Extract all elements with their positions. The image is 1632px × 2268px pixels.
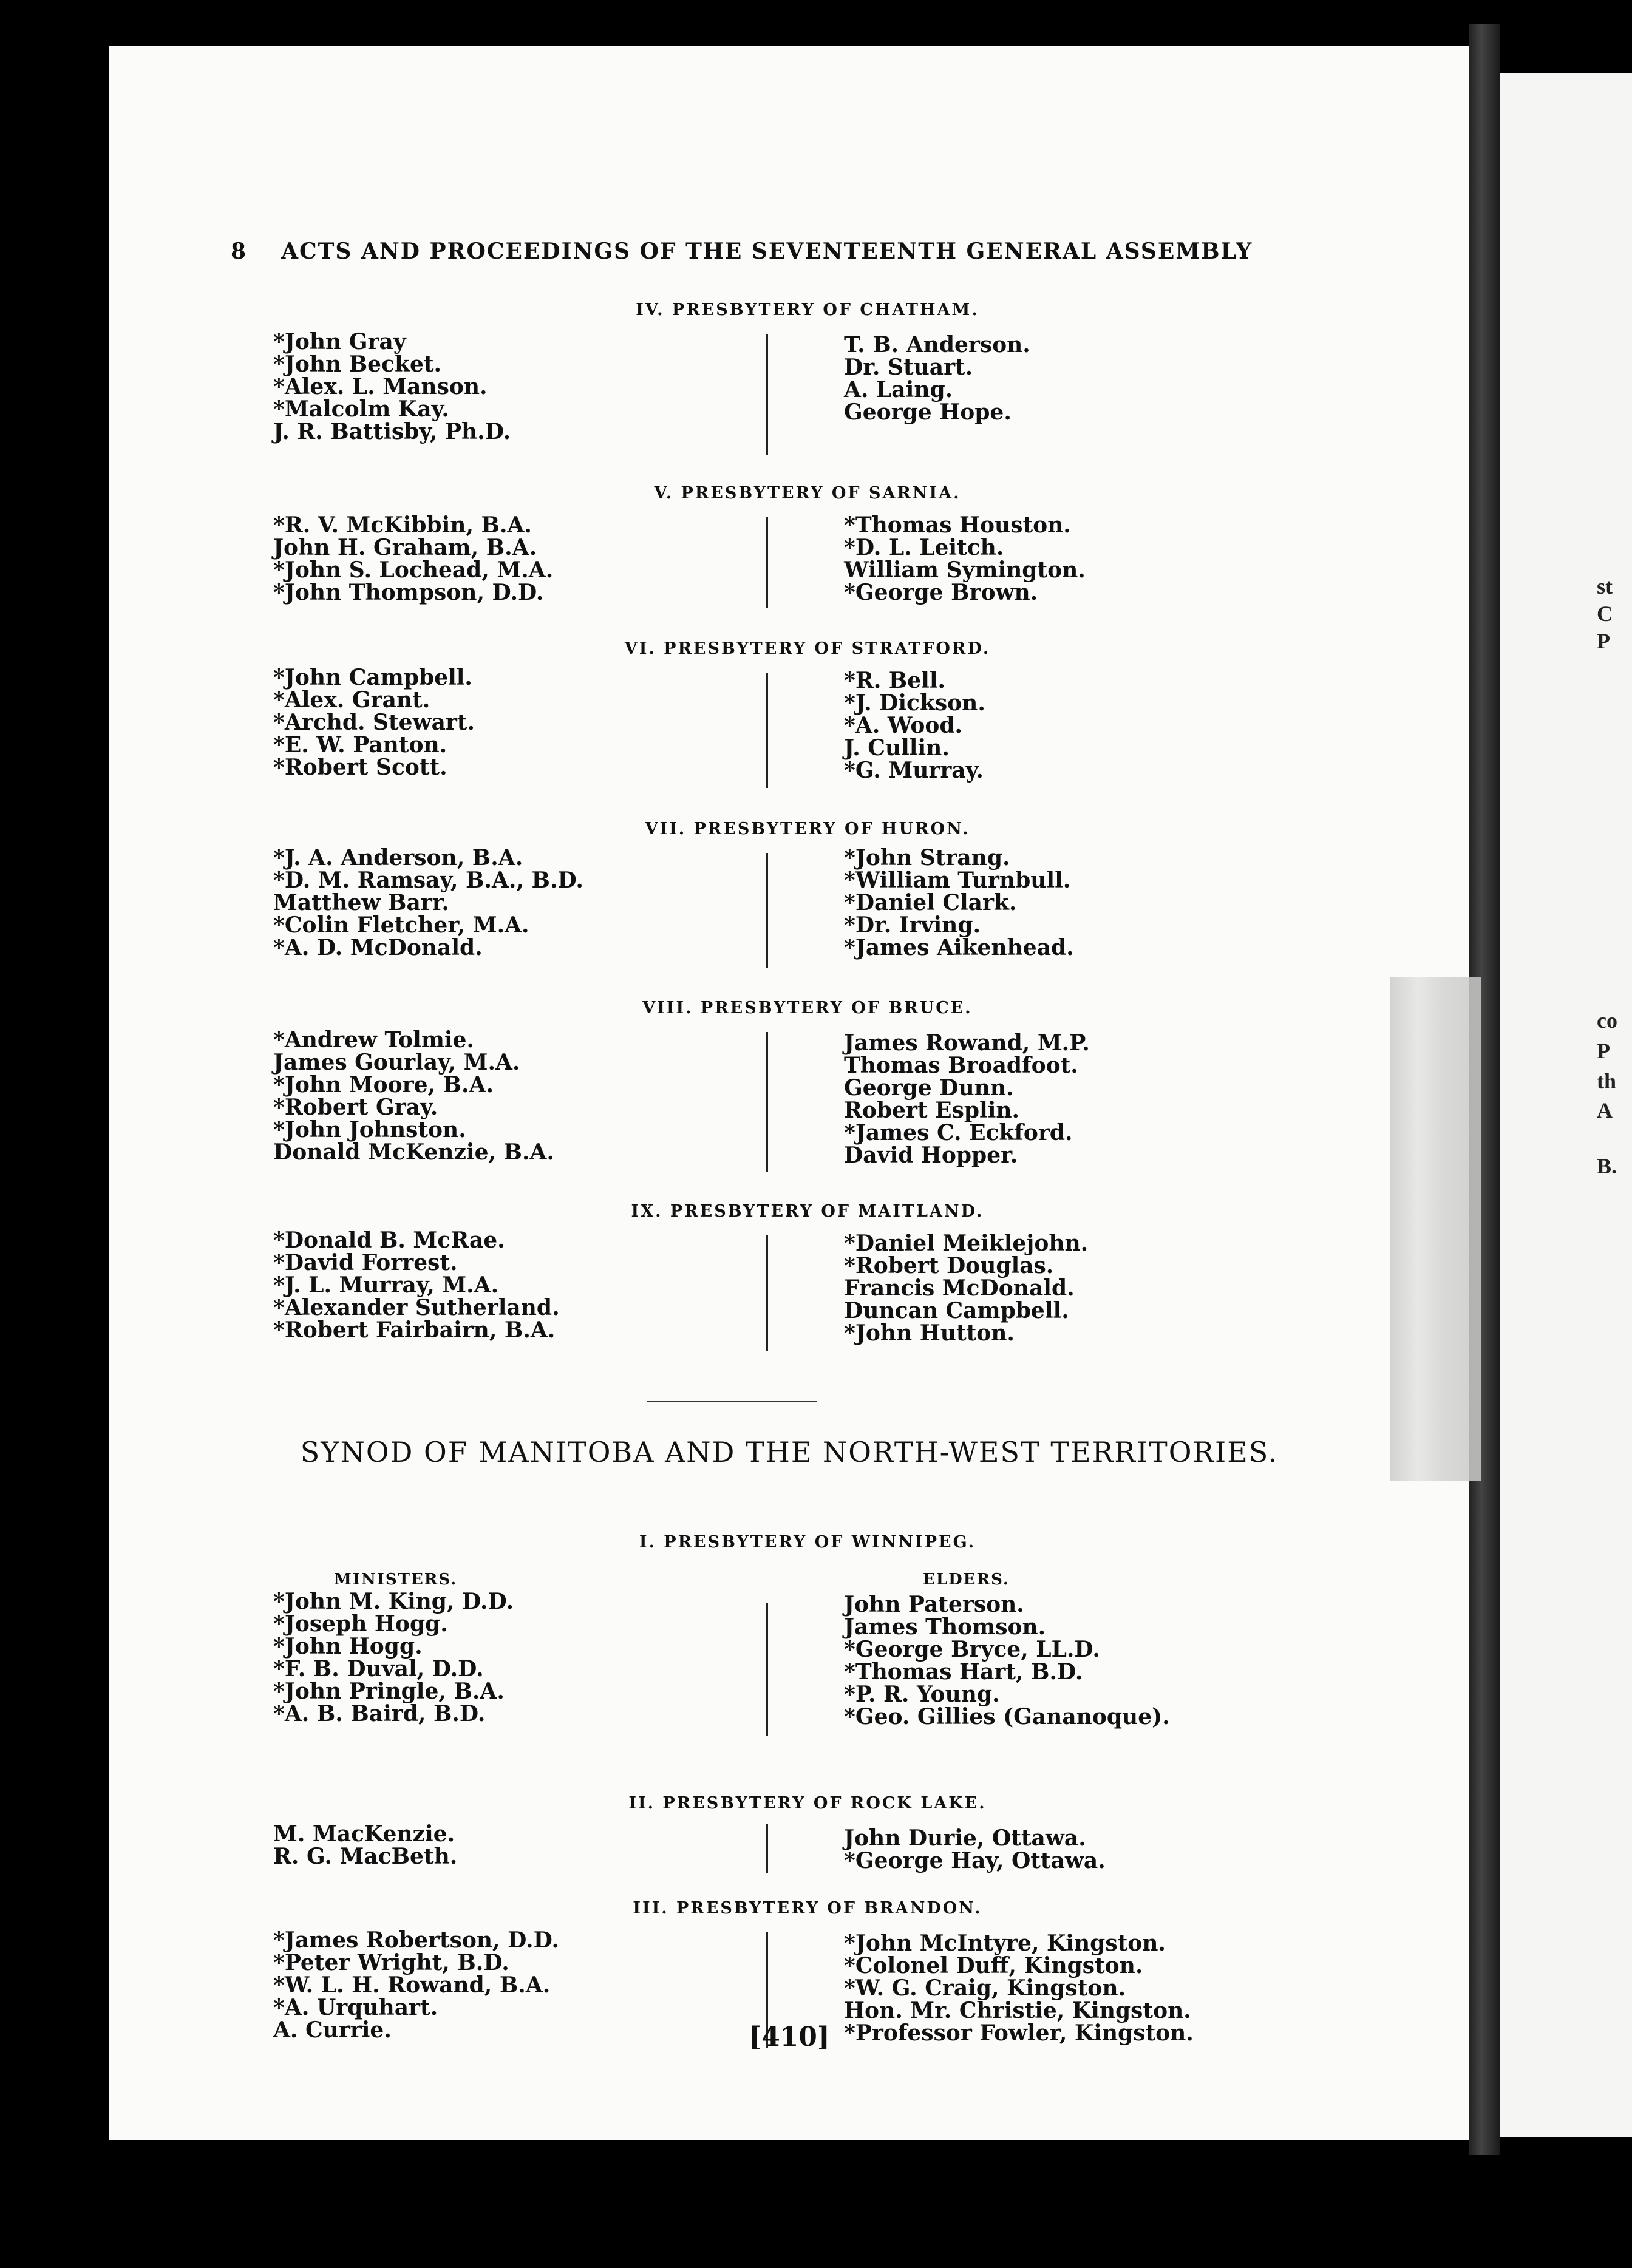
column-divider xyxy=(766,853,768,968)
minister-name: *John Thompson, D.D. xyxy=(273,580,544,605)
presbytery-title: VII. PRESBYTERY OF HURON. xyxy=(645,820,970,838)
minister-name: *John Becket. xyxy=(273,351,442,377)
elder-name: T. B. Anderson. xyxy=(844,332,1030,358)
elder-name: A. Laing. xyxy=(844,377,953,402)
elders-list xyxy=(844,1232,1088,1345)
elder-name: *P. R. Young. xyxy=(844,1682,1000,1707)
minister-name: *Andrew Tolmie. xyxy=(273,1027,475,1053)
presbytery-title: VI. PRESBYTERY OF STRATFORD. xyxy=(624,639,991,658)
synod-heading: SYNOD OF MANITOBA AND THE NORTH-WEST TERRITORIES. xyxy=(300,1436,1279,1468)
ministers-list xyxy=(273,331,511,443)
elder-name: J. Cullin. xyxy=(844,735,950,761)
minister-name: *Colin Fletcher, M.A. xyxy=(273,912,529,938)
minister-name: *D. M. Ramsay, B.A., B.D. xyxy=(273,867,583,893)
elders-header: ELDERS. xyxy=(923,1570,1010,1589)
elder-name: *Professor Fowler, Kingston. xyxy=(844,2020,1194,2046)
scan-smudge xyxy=(1390,977,1481,1481)
elders-list xyxy=(844,514,1086,604)
elder-name: *R. Bell. xyxy=(844,668,946,693)
minister-name: *J. L. Murray, M.A. xyxy=(273,1272,499,1298)
elder-name: *George Brown. xyxy=(844,580,1038,605)
ministers-header: MINISTERS. xyxy=(334,1570,458,1589)
elder-name: James Thomson. xyxy=(844,1614,1046,1640)
minister-name: *Robert Gray. xyxy=(273,1095,438,1120)
minister-name: *Donald B. McRae. xyxy=(273,1227,505,1253)
minister-name: *Joseph Hogg. xyxy=(273,1611,448,1637)
elder-name: *D. L. Leitch. xyxy=(844,535,1004,560)
page-footer-number: [410] xyxy=(749,2022,830,2052)
minister-name: *John M. King, D.D. xyxy=(273,1589,514,1614)
section-rule xyxy=(647,1401,817,1402)
minister-name: Donald McKenzie, B.A. xyxy=(273,1139,554,1165)
minister-name: M. MacKenzie. xyxy=(273,1821,455,1847)
elder-name: *Dr. Irving. xyxy=(844,912,981,938)
minister-name: *Peter Wright, B.D. xyxy=(273,1950,509,1975)
minister-name: *John S. Lochead, M.A. xyxy=(273,557,554,583)
elder-name: *John Strang. xyxy=(844,845,1010,871)
minister-name: James Gourlay, M.A. xyxy=(273,1050,520,1075)
elder-name: John Paterson. xyxy=(844,1592,1024,1617)
elder-name: David Hopper. xyxy=(844,1142,1018,1168)
minister-name: *R. V. McKibbin, B.A. xyxy=(273,512,532,538)
minister-name: *James Robertson, D.D. xyxy=(273,1927,560,1953)
elder-name: Robert Esplin. xyxy=(844,1098,1020,1123)
minister-name: A. Currie. xyxy=(273,2017,392,2043)
elders-list xyxy=(844,847,1074,959)
adjacent-fragment: B. xyxy=(1597,1154,1617,1178)
presbytery-title: IV. PRESBYTERY OF CHATHAM. xyxy=(636,300,979,319)
elder-name: *James Aikenhead. xyxy=(844,935,1074,960)
presbytery-title: III. PRESBYTERY OF BRANDON. xyxy=(633,1899,982,1918)
minister-name: *Alexander Sutherland. xyxy=(273,1295,560,1320)
elder-name: *Daniel Clark. xyxy=(844,890,1017,915)
document-page xyxy=(109,46,1469,2140)
column-divider xyxy=(766,1235,768,1351)
elder-name: *Thomas Hart, B.D. xyxy=(844,1659,1083,1685)
elder-name: *J. Dickson. xyxy=(844,690,985,716)
ministers-list xyxy=(273,1823,457,1868)
minister-name: *John Moore, B.A. xyxy=(273,1072,494,1098)
elder-name: George Dunn. xyxy=(844,1075,1014,1101)
column-divider xyxy=(766,1603,768,1736)
elders-list xyxy=(844,1594,1170,1728)
minister-name: *J. A. Anderson, B.A. xyxy=(273,845,523,871)
elder-name: *Daniel Meiklejohn. xyxy=(844,1231,1089,1256)
adjacent-fragment: st xyxy=(1597,574,1613,599)
elder-name: James Rowand, M.P. xyxy=(844,1030,1090,1056)
minister-name: *A. D. McDonald. xyxy=(273,935,483,960)
minister-name: *Alex. Grant. xyxy=(273,687,430,713)
adjacent-fragment: P xyxy=(1597,629,1610,653)
elders-list xyxy=(844,334,1030,424)
minister-name: Matthew Barr. xyxy=(273,890,449,915)
elder-name: *William Turnbull. xyxy=(844,867,1071,893)
ministers-list xyxy=(273,514,553,604)
adjacent-fragment: C xyxy=(1597,602,1613,626)
minister-name: *Malcolm Kay. xyxy=(273,396,449,422)
elder-name: *G. Murray. xyxy=(844,758,984,783)
elder-name: *George Hay, Ottawa. xyxy=(844,1848,1106,1873)
adjacent-page xyxy=(1500,73,1632,2137)
ministers-list xyxy=(273,667,475,779)
elder-name: *Geo. Gillies (Gananoque). xyxy=(844,1704,1170,1730)
column-divider xyxy=(766,1824,768,1873)
ministers-list xyxy=(273,847,583,959)
presbytery-title: I. PRESBYTERY OF WINNIPEG. xyxy=(639,1533,976,1552)
minister-name: *E. W. Panton. xyxy=(273,732,447,758)
running-header xyxy=(231,239,1445,264)
minister-name: *John Campbell. xyxy=(273,665,472,690)
elders-list xyxy=(844,1827,1106,1872)
adjacent-fragment: P xyxy=(1597,1039,1610,1063)
elder-name: *Robert Douglas. xyxy=(844,1253,1054,1278)
elder-name: Francis McDonald. xyxy=(844,1275,1075,1301)
elder-name: *George Bryce, LL.D. xyxy=(844,1637,1100,1662)
minister-name: *John Pringle, B.A. xyxy=(273,1679,505,1704)
ministers-list xyxy=(273,1229,560,1342)
minister-name: *Archd. Stewart. xyxy=(273,710,475,735)
elder-name: *Thomas Houston. xyxy=(844,512,1071,538)
minister-name: *John Hogg. xyxy=(273,1634,423,1659)
elder-name: William Symington. xyxy=(844,557,1086,583)
minister-name: *John Gray xyxy=(273,329,406,355)
presbytery-title: V. PRESBYTERY OF SARNIA. xyxy=(654,484,961,503)
minister-name: R. G. MacBeth. xyxy=(273,1844,458,1869)
minister-name: *David Forrest. xyxy=(273,1250,458,1275)
minister-name: *Robert Scott. xyxy=(273,755,447,780)
elders-list xyxy=(844,1032,1090,1167)
elder-name: *W. G. Craig, Kingston. xyxy=(844,1975,1126,2001)
ministers-list xyxy=(273,1591,514,1725)
elder-name: Dr. Stuart. xyxy=(844,355,973,380)
minister-name: *Alex. L. Manson. xyxy=(273,374,488,399)
minister-name: *F. B. Duval, D.D. xyxy=(273,1656,484,1682)
elders-list xyxy=(844,670,985,782)
ministers-list xyxy=(273,1029,554,1164)
elder-name: John Durie, Ottawa. xyxy=(844,1825,1086,1851)
elder-name: *Colonel Duff, Kingston. xyxy=(844,1953,1143,1978)
column-divider xyxy=(766,517,768,608)
presbytery-title: VIII. PRESBYTERY OF BRUCE. xyxy=(642,999,973,1017)
header-title: ACTS AND PROCEEDINGS OF THE SEVENTEENTH GENERAL ASSEMBLY xyxy=(281,239,1253,264)
minister-name: *John Johnston. xyxy=(273,1117,466,1142)
minister-name: John H. Graham, B.A. xyxy=(273,535,537,560)
elder-name: George Hope. xyxy=(844,399,1011,425)
page-number: 8 xyxy=(231,239,248,264)
elder-name: *A. Wood. xyxy=(844,713,963,738)
adjacent-fragment: co xyxy=(1597,1008,1617,1033)
elder-name: Duncan Campbell. xyxy=(844,1298,1069,1323)
minister-name: *A. Urquhart. xyxy=(273,1995,438,2020)
elder-name: *John McIntyre, Kingston. xyxy=(844,1930,1166,1956)
elder-name: *John Hutton. xyxy=(844,1320,1015,1346)
column-divider xyxy=(766,334,768,455)
column-divider xyxy=(766,673,768,788)
column-divider xyxy=(766,1032,768,1172)
minister-name: *W. L. H. Rowand, B.A. xyxy=(273,1972,551,1998)
minister-name: J. R. Battisby, Ph.D. xyxy=(273,419,511,444)
elder-name: Thomas Broadfoot. xyxy=(844,1053,1078,1078)
elder-name: Hon. Mr. Christie, Kingston. xyxy=(844,1998,1191,2023)
presbytery-title: II. PRESBYTERY OF ROCK LAKE. xyxy=(628,1794,987,1813)
adjacent-fragment: A xyxy=(1597,1098,1613,1122)
minister-name: *A. B. Baird, B.D. xyxy=(273,1701,486,1726)
minister-name: *Robert Fairbairn, B.A. xyxy=(273,1317,556,1343)
presbytery-title: IX. PRESBYTERY OF MAITLAND. xyxy=(631,1202,984,1221)
adjacent-fragment: th xyxy=(1597,1069,1617,1093)
elder-name: *James C. Eckford. xyxy=(844,1120,1073,1146)
